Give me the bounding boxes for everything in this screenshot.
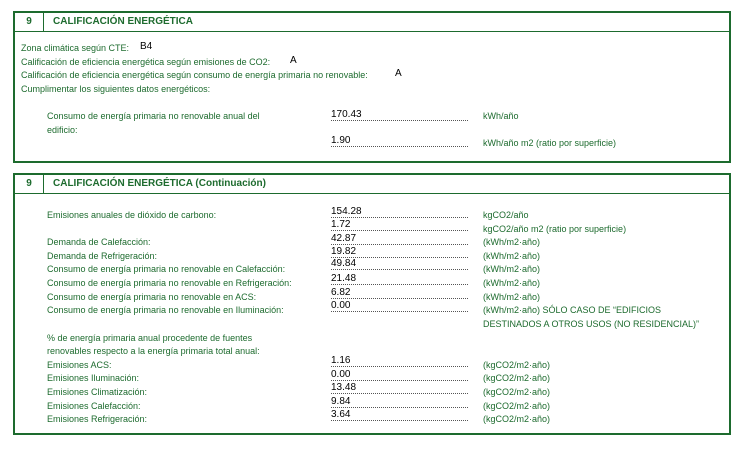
emission-row-value: 1.16 <box>331 355 468 367</box>
row-value: 42.87 <box>331 233 468 245</box>
row-value: 21.48 <box>331 273 468 285</box>
consumption-ratio-unit: kWh/año m2 (ratio por superficie) <box>483 138 617 148</box>
emissions-ratio-value: 1.72 <box>331 219 468 231</box>
fulfill-label: Cumplimentar los siguientes datos energéticos: <box>21 84 211 94</box>
emission-row-label: Emisiones ACS: <box>47 360 112 370</box>
row-unit: (kWh/m2·año) <box>483 292 541 302</box>
section-title: CALIFICACIÓN ENERGÉTICA (Continuación) <box>53 178 266 189</box>
row-unit: (kWh/m2·año) <box>483 251 541 261</box>
row-unit: (kWh/m2·año) <box>483 278 541 288</box>
section-header <box>15 175 729 194</box>
emission-row-value: 9.84 <box>331 396 468 408</box>
consumption-unit: kWh/año <box>483 111 519 121</box>
consumption-label: Consumo de energía primaria no renovable anual del <box>47 111 260 121</box>
emission-row-label: Emisiones Iluminación: <box>47 373 140 383</box>
climate-zone-value: B4 <box>140 41 153 52</box>
row-unit: (kWh/m2·año) SÓLO CASO DE “EDIFICIOS <box>483 305 662 315</box>
row-value: 6.82 <box>331 287 468 299</box>
emissions-ratio-unit: kgCO2/año m2 (ratio por superficie) <box>483 224 627 234</box>
row-label: Consumo de energía primaria no renovable en Refrigeración: <box>47 278 292 288</box>
co2-rating-label: Calificación de eficiencia energética según emisiones de CO2: <box>21 57 271 67</box>
section-number: 9 <box>15 13 44 31</box>
row-value: 49.84 <box>331 258 468 270</box>
emissions-value: 154.28 <box>331 206 468 218</box>
emission-row-unit: (kgCO2/m2·año) <box>483 387 551 397</box>
emission-row-unit: (kgCO2/m2·año) <box>483 414 551 424</box>
section-number: 9 <box>15 175 44 193</box>
row-label: Demanda de Calefacción: <box>47 237 151 247</box>
row-unit: (kWh/m2·año) <box>483 237 541 247</box>
emission-row-label: Emisiones Climatización: <box>47 387 148 397</box>
row-value: 0.00 <box>331 300 468 312</box>
emission-row-value: 13.48 <box>331 382 468 394</box>
section-title: CALIFICACIÓN ENERGÉTICA <box>53 16 193 27</box>
emission-row-unit: (kgCO2/m2·año) <box>483 360 551 370</box>
consumption-label-cont: edificio: <box>47 125 78 135</box>
renewable-label: % de energía primaria anual procedente de fuentes <box>47 333 253 343</box>
section-header <box>15 13 729 32</box>
climate-zone-label: Zona climática según CTE: <box>21 43 130 53</box>
emission-row-unit: (kgCO2/m2·año) <box>483 401 551 411</box>
row-value: 19.82 <box>331 246 468 258</box>
primary-rating-value: A <box>395 68 402 79</box>
renewable-label-cont: renovables respecto a la energía primaria total anual: <box>47 346 260 356</box>
emission-row-label: Emisiones Calefacción: <box>47 401 141 411</box>
emission-row-label: Emisiones Refrigeración: <box>47 414 148 424</box>
row-unit: (kWh/m2·año) <box>483 264 541 274</box>
emissions-unit: kgCO2/año <box>483 210 529 220</box>
emission-row-value: 3.64 <box>331 409 468 421</box>
row-label: Consumo de energía primaria no renovable en ACS: <box>47 292 257 302</box>
primary-rating-label: Calificación de eficiencia energética según consumo de energía primaria no renovable: <box>21 70 368 80</box>
consumption-value: 170.43 <box>331 109 468 121</box>
consumption-ratio-value: 1.90 <box>331 135 468 147</box>
emissions-label: Emisiones anuales de dióxido de carbono: <box>47 210 217 220</box>
non-residential-note: DESTINADOS A OTROS USOS (NO RESIDENCIAL)” <box>483 319 700 329</box>
row-label: Consumo de energía primaria no renovable en Iluminación: <box>47 305 284 315</box>
emission-row-value: 0.00 <box>331 369 468 381</box>
row-label: Demanda de Refrigeración: <box>47 251 158 261</box>
co2-rating-value: A <box>290 55 297 66</box>
emission-row-unit: (kgCO2/m2·año) <box>483 373 551 383</box>
row-label: Consumo de energía primaria no renovable en Calefacción: <box>47 264 286 274</box>
